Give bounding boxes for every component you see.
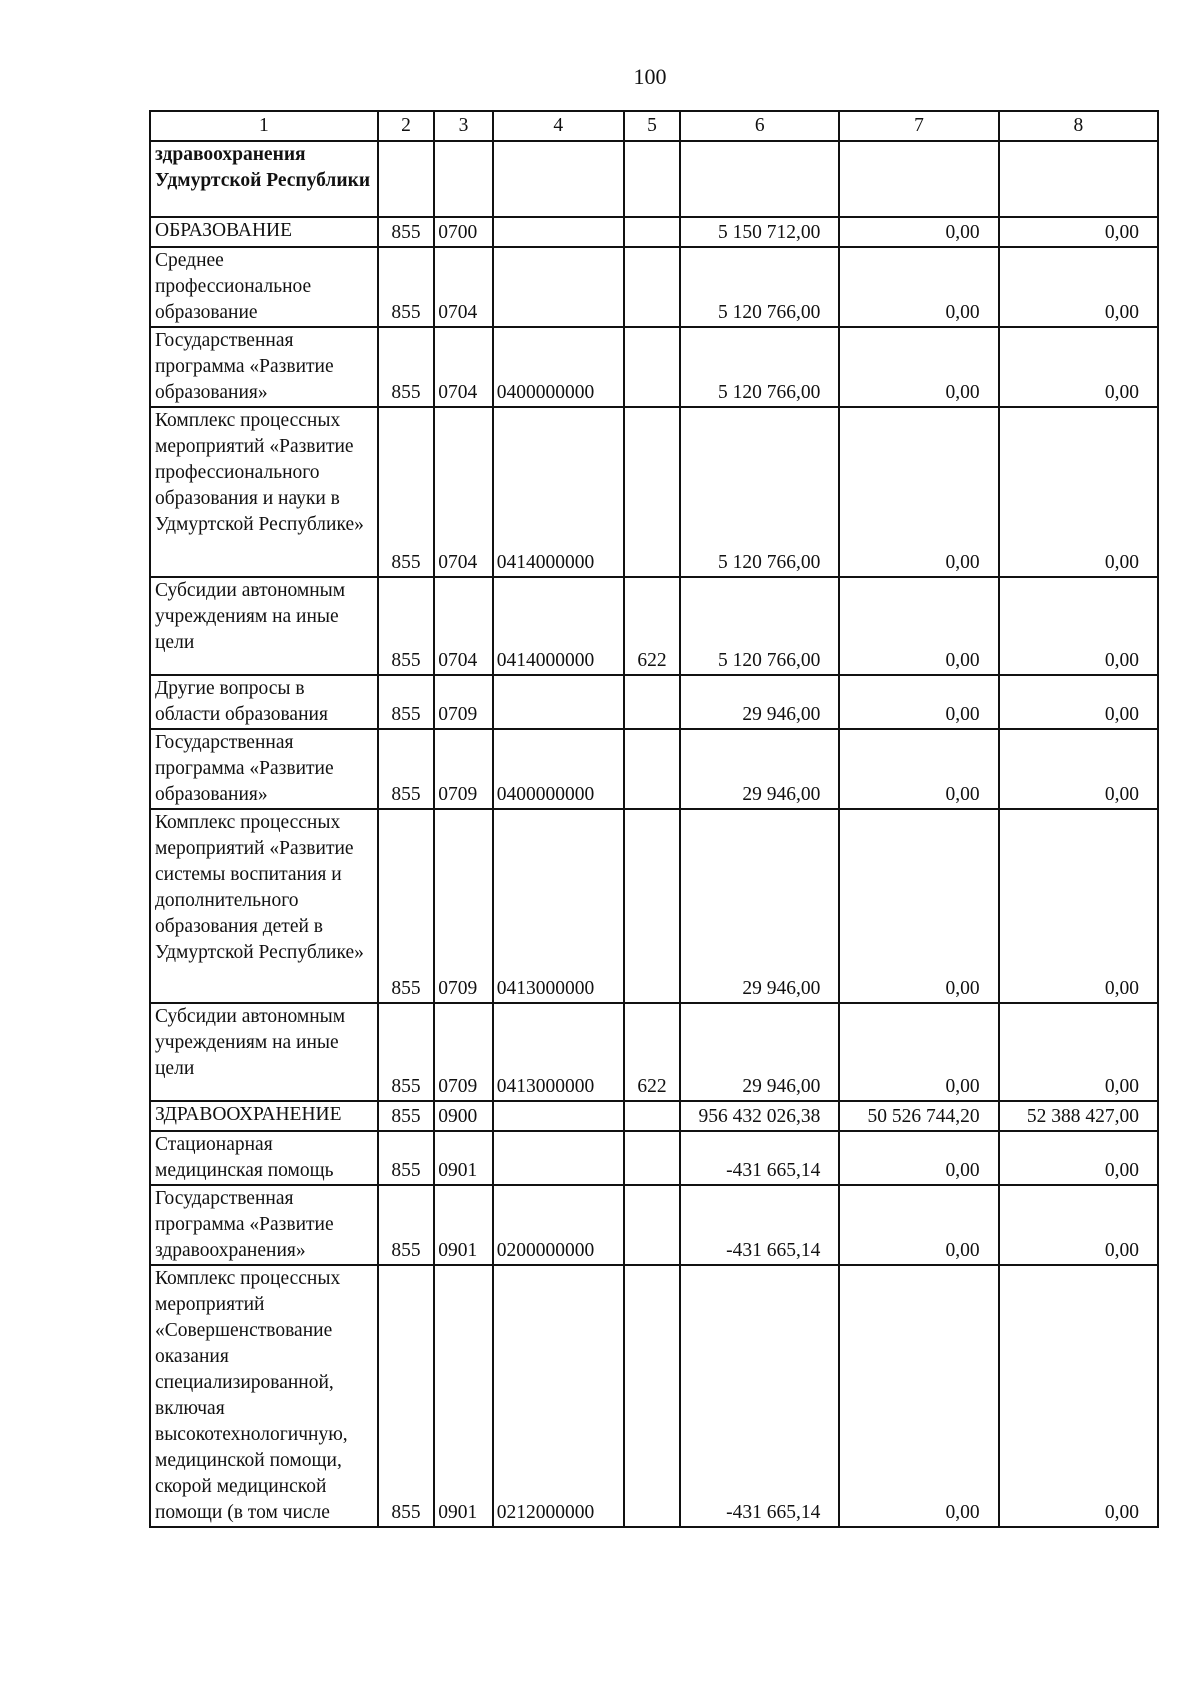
amount-col-6: -431 665,14	[680, 1131, 839, 1185]
amount-col-7: 0,00	[839, 809, 998, 1003]
line-item-name: Комплекс процессных мероприятий «Совершенствование оказания специализированной, включая высокотехнологичную, медицинской помощи, скорой медицинской помощи (в том числе	[150, 1265, 378, 1527]
ministry-code: 855	[378, 809, 434, 1003]
column-number-header-row	[150, 111, 1158, 141]
amount-col-6: 29 946,00	[680, 1003, 839, 1101]
amount-col-7: 0,00	[839, 1185, 998, 1265]
target-article-code: 0414000000	[493, 407, 624, 577]
amount-col-7: 0,00	[839, 1131, 998, 1185]
table-row	[150, 407, 1158, 577]
section-code: 0704	[434, 407, 492, 577]
expense-type-code	[624, 675, 680, 729]
amount-col-6: 29 946,00	[680, 675, 839, 729]
line-item-name: Государственная программа «Развитие образования»	[150, 327, 378, 407]
ministry-code	[378, 141, 434, 217]
amount-col-8: 0,00	[999, 675, 1158, 729]
line-item-name: ОБРАЗОВАНИЕ	[150, 217, 378, 247]
ministry-code: 855	[378, 577, 434, 675]
section-code: 0709	[434, 729, 492, 809]
target-article-code: 0400000000	[493, 729, 624, 809]
column-header: 5	[624, 111, 680, 141]
target-article-code	[493, 1101, 624, 1131]
amount-col-6	[680, 141, 839, 217]
amount-col-6: 5 120 766,00	[680, 577, 839, 675]
expense-type-code	[624, 141, 680, 217]
table-row	[150, 1003, 1158, 1101]
target-article-code: 0413000000	[493, 809, 624, 1003]
target-article-code: 0212000000	[493, 1265, 624, 1527]
expense-type-code	[624, 1185, 680, 1265]
expense-type-code: 622	[624, 1003, 680, 1101]
amount-col-6: 5 120 766,00	[680, 247, 839, 327]
line-item-name: Комплекс процессных мероприятий «Развитие системы воспитания и дополнительного образования детей в Удмуртской Республике»	[150, 809, 378, 1003]
amount-col-7: 0,00	[839, 407, 998, 577]
table-row	[150, 247, 1158, 327]
line-item-name: ЗДРАВООХРАНЕНИЕ	[150, 1101, 378, 1131]
table-row	[150, 809, 1158, 1003]
expense-type-code	[624, 1131, 680, 1185]
amount-col-8: 52 388 427,00	[999, 1101, 1158, 1131]
amount-col-8: 0,00	[999, 1185, 1158, 1265]
target-article-code: 0413000000	[493, 1003, 624, 1101]
amount-col-7: 0,00	[839, 729, 998, 809]
table-row	[150, 327, 1158, 407]
amount-col-6: -431 665,14	[680, 1185, 839, 1265]
amount-col-8: 0,00	[999, 1265, 1158, 1527]
amount-col-6: 956 432 026,38	[680, 1101, 839, 1131]
amount-col-8: 0,00	[999, 1003, 1158, 1101]
target-article-code	[493, 1131, 624, 1185]
expense-type-code	[624, 1101, 680, 1131]
section-code: 0900	[434, 1101, 492, 1131]
column-header: 6	[680, 111, 839, 141]
line-item-name: Субсидии автономным учреждениям на иные цели	[150, 577, 378, 675]
line-item-name: Государственная программа «Развитие здравоохранения»	[150, 1185, 378, 1265]
target-article-code	[493, 675, 624, 729]
expense-type-code: 622	[624, 577, 680, 675]
section-code: 0700	[434, 217, 492, 247]
amount-col-7: 0,00	[839, 327, 998, 407]
amount-col-7: 0,00	[839, 675, 998, 729]
amount-col-6: 5 120 766,00	[680, 327, 839, 407]
column-header: 2	[378, 111, 434, 141]
amount-col-7: 0,00	[839, 1265, 998, 1527]
table-row	[150, 1101, 1158, 1131]
column-header: 7	[839, 111, 998, 141]
line-item-name: Другие вопросы в области образования	[150, 675, 378, 729]
amount-col-8: 0,00	[999, 247, 1158, 327]
amount-col-7: 0,00	[839, 247, 998, 327]
amount-col-8	[999, 141, 1158, 217]
line-item-name: Государственная программа «Развитие образования»	[150, 729, 378, 809]
line-item-name: Среднее профессиональное образование	[150, 247, 378, 327]
column-header: 3	[434, 111, 492, 141]
amount-col-8: 0,00	[999, 217, 1158, 247]
expense-type-code	[624, 247, 680, 327]
line-item-name: здравоохранения Удмуртской Республики	[150, 141, 378, 217]
amount-col-8: 0,00	[999, 577, 1158, 675]
table-row	[150, 141, 1158, 217]
section-code: 0704	[434, 577, 492, 675]
line-item-name: Стационарная медицинская помощь	[150, 1131, 378, 1185]
ministry-code: 855	[378, 327, 434, 407]
column-header: 4	[493, 111, 624, 141]
table-row	[150, 217, 1158, 247]
table-row	[150, 1185, 1158, 1265]
section-code: 0704	[434, 327, 492, 407]
table-row	[150, 729, 1158, 809]
amount-col-7: 0,00	[839, 577, 998, 675]
expense-type-code	[624, 1265, 680, 1527]
page-number: 100	[633, 64, 667, 89]
amount-col-8: 0,00	[999, 729, 1158, 809]
amount-col-6: 5 120 766,00	[680, 407, 839, 577]
target-article-code: 0200000000	[493, 1185, 624, 1265]
target-article-code	[493, 217, 624, 247]
amount-col-6: 5 150 712,00	[680, 217, 839, 247]
section-code: 0709	[434, 675, 492, 729]
expense-type-code	[624, 407, 680, 577]
target-article-code: 0400000000	[493, 327, 624, 407]
column-header: 1	[150, 111, 378, 141]
line-item-name: Комплекс процессных мероприятий «Развитие профессионального образования и науки в Удмуртской Республике»	[150, 407, 378, 577]
target-article-code: 0414000000	[493, 577, 624, 675]
expense-type-code	[624, 729, 680, 809]
amount-col-8: 0,00	[999, 809, 1158, 1003]
expense-type-code	[624, 327, 680, 407]
section-code: 0709	[434, 1003, 492, 1101]
amount-col-8: 0,00	[999, 327, 1158, 407]
section-code: 0901	[434, 1131, 492, 1185]
section-code: 0901	[434, 1265, 492, 1527]
section-code: 0901	[434, 1185, 492, 1265]
section-code	[434, 141, 492, 217]
amount-col-6: 29 946,00	[680, 729, 839, 809]
amount-col-7	[839, 141, 998, 217]
table-row	[150, 1265, 1158, 1527]
ministry-code: 855	[378, 1185, 434, 1265]
ministry-code: 855	[378, 675, 434, 729]
line-item-name: Субсидии автономным учреждениям на иные цели	[150, 1003, 378, 1101]
table-row	[150, 675, 1158, 729]
amount-col-7: 50 526 744,20	[839, 1101, 998, 1131]
amount-col-6: -431 665,14	[680, 1265, 839, 1527]
section-code: 0709	[434, 809, 492, 1003]
amount-col-7: 0,00	[839, 217, 998, 247]
ministry-code: 855	[378, 1003, 434, 1101]
target-article-code	[493, 247, 624, 327]
ministry-code: 855	[378, 1131, 434, 1185]
table-row	[150, 577, 1158, 675]
budget-table	[149, 110, 1159, 1528]
amount-col-6: 29 946,00	[680, 809, 839, 1003]
table-row	[150, 1131, 1158, 1185]
ministry-code: 855	[378, 1265, 434, 1527]
column-header: 8	[999, 111, 1158, 141]
amount-col-7: 0,00	[839, 1003, 998, 1101]
target-article-code	[493, 141, 624, 217]
amount-col-8: 0,00	[999, 407, 1158, 577]
ministry-code: 855	[378, 407, 434, 577]
amount-col-8: 0,00	[999, 1131, 1158, 1185]
expense-type-code	[624, 217, 680, 247]
section-code: 0704	[434, 247, 492, 327]
expense-type-code	[624, 809, 680, 1003]
ministry-code: 855	[378, 217, 434, 247]
ministry-code: 855	[378, 729, 434, 809]
ministry-code: 855	[378, 247, 434, 327]
ministry-code: 855	[378, 1101, 434, 1131]
